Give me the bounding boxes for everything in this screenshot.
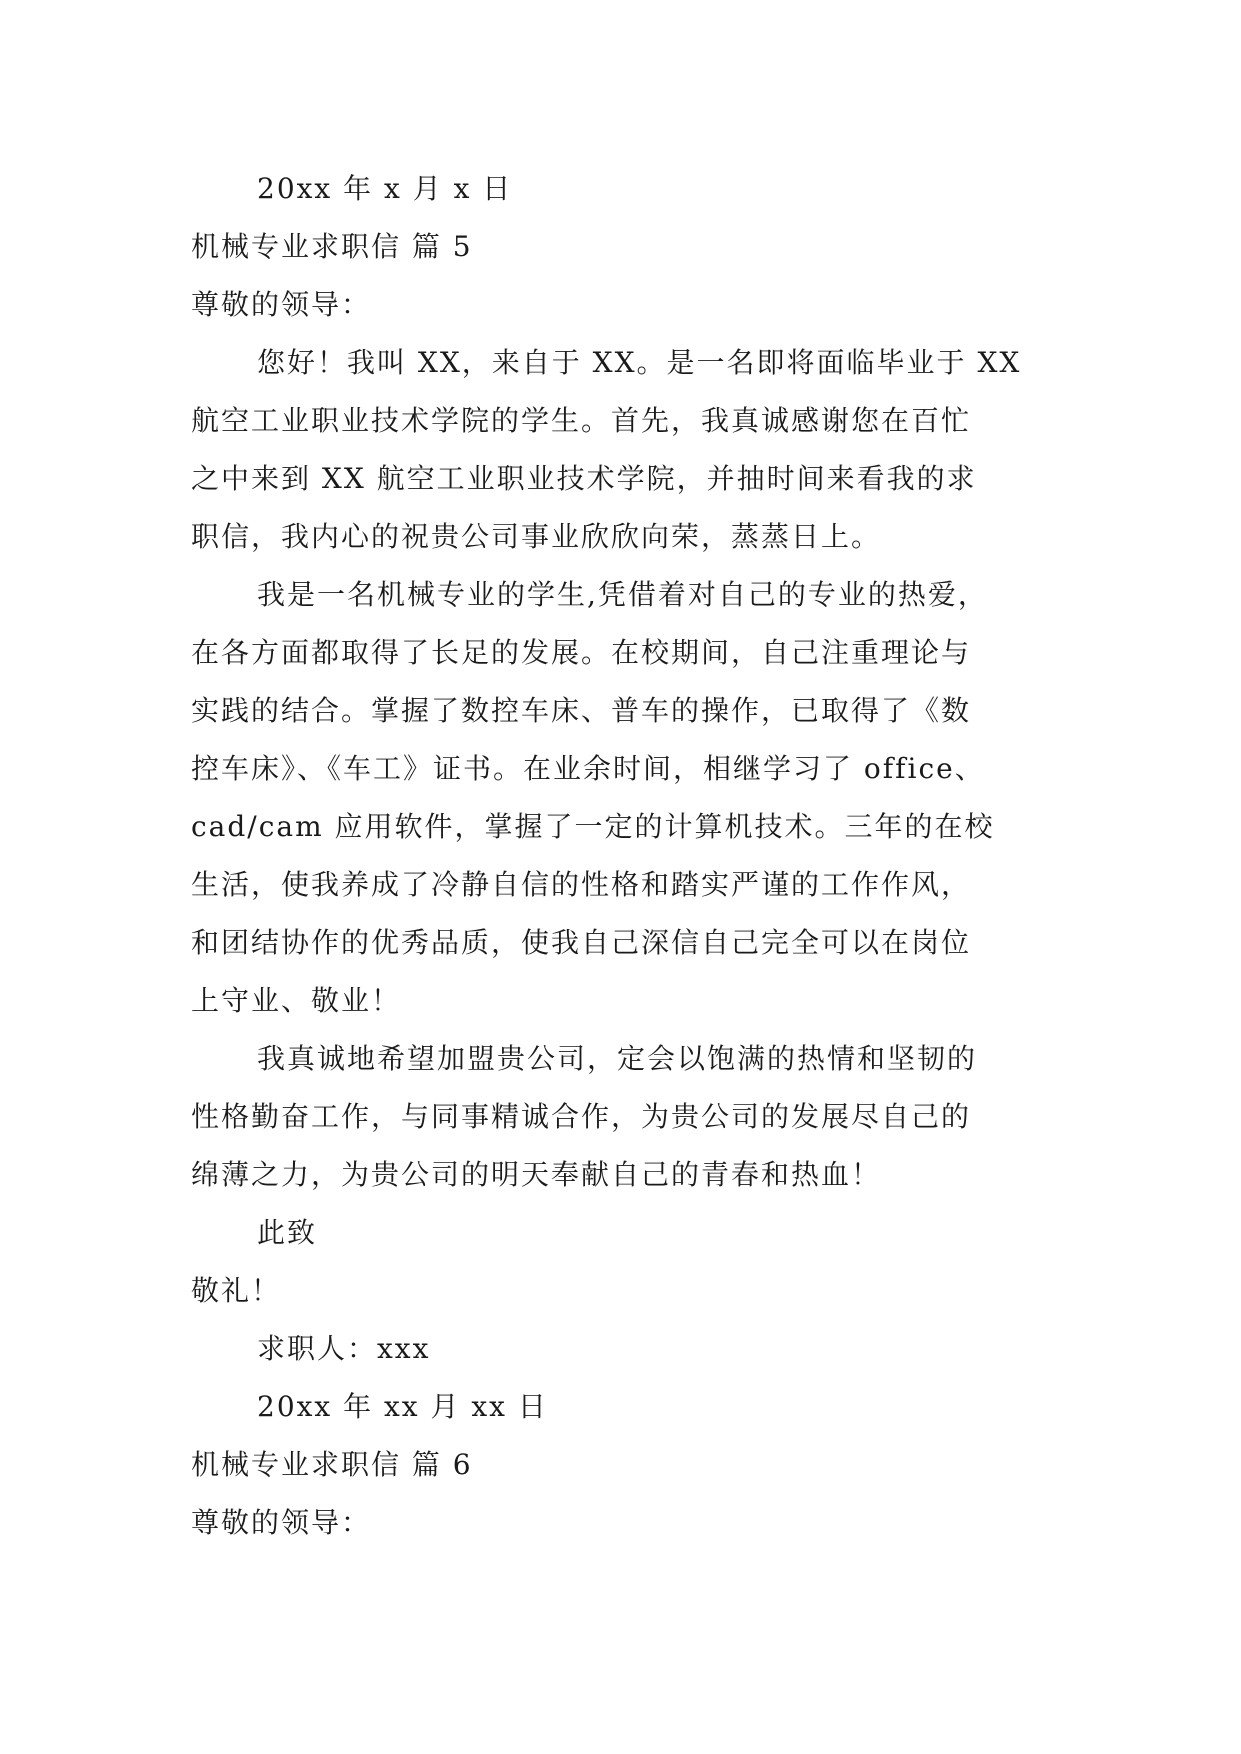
paragraph-line: 上守业、敬业！ [191, 984, 402, 1017]
letter-body [191, 160, 1051, 1552]
date-line-top: 20xx 年 x 月 x 日 [257, 172, 513, 205]
paragraph-line: 性格勤奋工作，与同事精诚合作，为贵公司的发展尽自己的 [191, 1100, 972, 1133]
paragraph-qualifications [191, 566, 1051, 1030]
paragraph-greeting [191, 334, 1051, 566]
paragraph-line: 之中来到 XX 航空工业职业技术学院，并抽时间来看我的求 [191, 462, 977, 495]
paragraph-line: 您好！我叫 XX，来自于 XX。是一名即将面临毕业于 XX [257, 346, 1022, 379]
paragraph-aspiration [191, 1030, 1051, 1204]
closing-line: 此致 [257, 1216, 318, 1249]
paragraph-line: 绵薄之力，为贵公司的明天奉献自己的青春和热血！ [191, 1158, 882, 1191]
paragraph-line: 实践的结合。掌握了数控车床、普车的操作，已取得了《数 [191, 694, 972, 727]
salutation-6: 尊敬的领导： [191, 1506, 372, 1539]
signature-line: 求职人：xxx [257, 1332, 431, 1365]
closing-salute: 敬礼！ [191, 1274, 282, 1307]
paragraph-line: 生活，使我养成了冷静自信的性格和踏实严谨的工作作风， [191, 868, 972, 901]
paragraph-line: 控车床》、《车工》证书。在业余时间，相继学习了 office、 [191, 752, 985, 785]
salutation-5: 尊敬的领导： [191, 288, 372, 321]
paragraph-line: 职信，我内心的祝贵公司事业欣欣向荣，蒸蒸日上。 [191, 520, 882, 553]
paragraph-line: 航空工业职业技术学院的学生。首先，我真诚感谢您在百忙 [191, 404, 972, 437]
paragraph-line: 我真诚地希望加盟贵公司，定会以饱满的热情和坚韧的 [257, 1042, 978, 1075]
paragraph-line: cad/cam 应用软件，掌握了一定的计算机技术。三年的在校 [191, 810, 995, 843]
paragraph-line: 在各方面都取得了长足的发展。在校期间，自己注重理论与 [191, 636, 972, 669]
letter-heading-6: 机械专业求职信 篇 6 [191, 1448, 473, 1481]
date-line-bottom: 20xx 年 xx 月 xx 日 [257, 1390, 548, 1423]
letter-heading-5: 机械专业求职信 篇 5 [191, 230, 473, 263]
paragraph-line: 我是一名机械专业的学生,凭借着对自己的专业的热爱， [257, 578, 988, 611]
paragraph-line: 和团结协作的优秀品质，使我自己深信自己完全可以在岗位 [191, 926, 972, 959]
